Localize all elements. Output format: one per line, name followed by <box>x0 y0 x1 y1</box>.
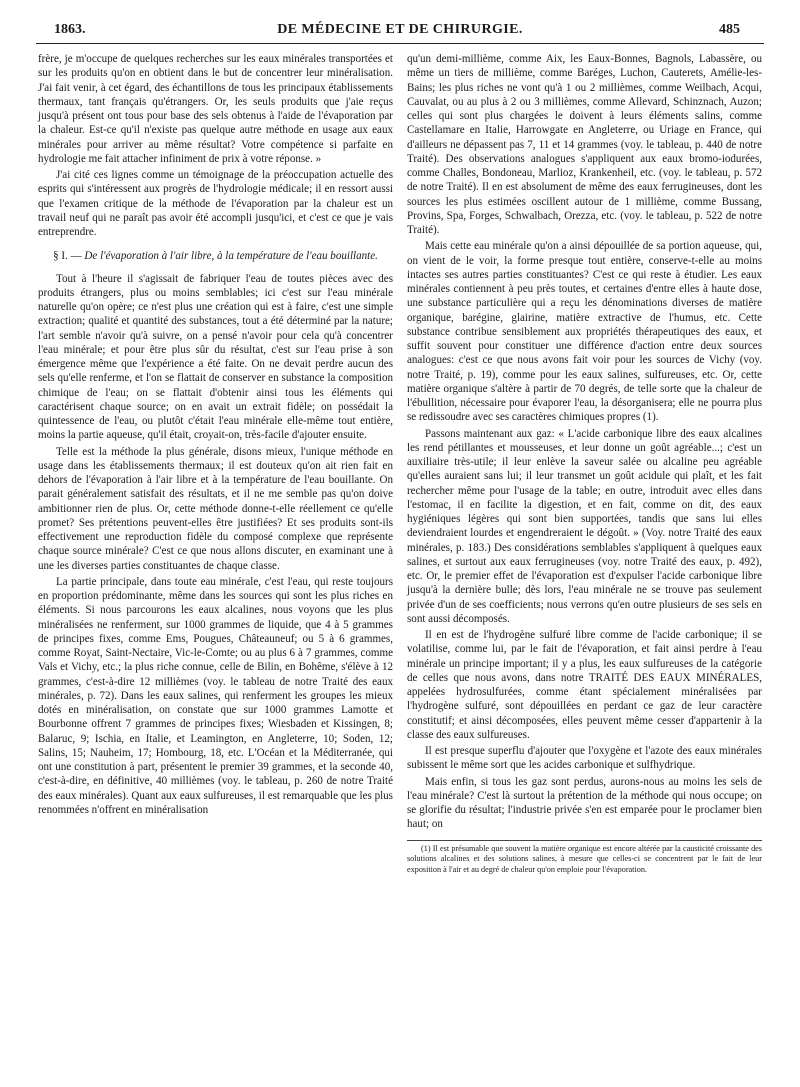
paragraph: Telle est la méthode la plus générale, disons mieux, l'unique méthode en usage dans les établissements thermaux; il est douteux qu'on ait rien fait en dehors de l'évaporation à l'air libre et à la température de l'eau bouillante. On parait généralement satisfait des résultats, et il ne me semble pas qu'on doive ambitionner rien de plus. Or, cette méthode donne-t-elle réellement ce qu'elle promet? Ses prétentions peuvent-elles être justifiées? Et ses produits sont-ils effectivement une reproduction fidèle du composé complexe que représente chaque source minérale? C'est ce que nous allons discuter, en examinant une à une les diverses parties constituantes de chaque classe. <box>38 445 393 572</box>
right-column <box>407 52 762 875</box>
journal-title: DE MÉDECINE ET DE CHIRURGIE. <box>277 22 523 37</box>
section-heading <box>46 249 385 263</box>
footnote <box>407 840 762 876</box>
header-rule <box>36 43 764 44</box>
paragraph: Il en est de l'hydrogène sulfuré libre comme de l'acide carbonique; il se volatilise, comme lui, par le fait de l'évaporation, et fait ainsi perdre à l'eau minérale un principe important; il y a plus, les eaux sulfureuses de la catégorie de celles que nous avons, dans notre TRAITÉ DES EAUX MINÉRALES, appelées hydrosulfurées, comme étant spécialement minéralisées par l'hydrogène sulfuré, sont dépouillées en perdant ce gaz de leur caractère constitutif; et ainsi décomposées, elles peuvent même cesser d'appartenir à la classe des eaux sulfureuses. <box>407 629 762 741</box>
header-year: 1863. <box>54 22 86 37</box>
left-column <box>38 52 393 817</box>
running-header <box>36 20 764 42</box>
page-number: 485 <box>719 22 740 37</box>
paragraph: Passons maintenant aux gaz: « L'acide carbonique libre des eaux alcalines les rend pétillantes et mousseuses, et leur donne un goût agréable...; c'est un auxiliaire très-utile; il leur enlève la saveur salée ou alcaline peu agréable qu'elles auraient sans lui; il leur transmet un goût acidule qui plaît, et les fait rechercher même pour l'usage de la table; en outre, introduit avec elles dans l'estomac, il en facilite la digestion, et en fait, comme on dit, des eaux hygiéniques légères qui sont bien supportées, tandis que sans lui elles deviendraient lourdes et engendreraient le dégoût. » (Voy. notre Traité des eaux minérales, p. 183.) Des considérations semblables s'appliquent à quelques eaux salines, et surtout aux eaux ferrugineuses (voy. notre Traité des eaux, p. 492), etc. Or, le premier effet de l'évaporation est d'expulser l'acide carbonique libre jusqu'à la dernière bulle; dès lors, l'eau minérale ne se trouve pas seulement privée d'un de ses coefficients; nous verrons qu'en outre plusieurs de ses sels en sont aussi décomposés. <box>407 427 762 625</box>
paragraph: Mais cette eau minérale qu'on a ainsi dépouillée de sa portion aqueuse, qui, on vient de le voir, la forme presque tout entière, conserve-t-elle au moins intactes ses autres parties constituantes? C'est ce qui reste à étudier. Les eaux minérales contiennent à peu près toutes, et certaines d'entre elles à haute dose, une substance particulière qui a reçu les dénominations diverses de matière organique, barégine, glairine, matière extractive de l'humus, etc. Cette substance contribue sensiblement aux propriétés thérapeutiques des eaux, et suffit souvent pour constituer une différence d'action entre deux sources analogues: c'est ce que nous avons fait voir pour les sources de Vichy (voy. notre Traité, p. 19), comme pour les eaux salines, sulfureuses, etc. Or, cette matière organique s'altère à partir de 70 degrés, de telle sorte que la chaleur de l'ébullition, nécessaire pour évaporer l'eau, la désorganisera; elle ne pourra plus se redissoudre avec ses caractères chimiques propres (1). <box>407 240 762 424</box>
paragraph: Il est presque superflu d'ajouter que l'oxygène et l'azote des eaux minérales subissent le même sort que les acides carbonique et sulfhydrique. <box>407 745 762 772</box>
section-number: § I. — <box>53 250 82 263</box>
paragraph: J'ai cité ces lignes comme un témoignage de la préoccupation actuelle des esprits qui s'intéressent aux progrès de l'hydrologie médicale; il en ressort aussi que l'examen critique de la méthode de l'évaporation par la chaleur est un travail neuf qui ne paraît pas avoir été accompli jusqu'ici, et c'est ce que je vais entreprendre. <box>38 169 393 238</box>
paragraph: frère, je m'occupe de quelques recherches sur les eaux minérales transportées et sur les produits qu'on en obtient dans le but de concentrer leur minéralisation. J'ai fait venir, à cet égard, des échantillons de tous les principaux établissements thermaux, tant français qu'étrangers. Or, les seuls produits que j'aie reçus jusqu'à présent ont tous pour base des sels obtenus à l'aide de l'évaporation par la chaleur. Est-ce qu'il n'existe pas quelque autre méthode en usage aux eaux minérales pour arriver au même résultat? Votre compétence si parfaite en hydrologie me fait attacher infiniment de prix à votre réponse. » <box>38 53 393 165</box>
paragraph: Tout à l'heure il s'agissait de fabriquer l'eau de toutes pièces avec des produits étrangers, plus ou moins semblables; ici c'est sur l'eau minérale naturelle qu'on opère; ce n'est plus une création qui est à faire, c'est une simple extraction; qualité et quantité des substances, tout a été déterminé par la nature; l'art semble n'avoir qu'à suivre, on a pensé n'avoir pour cela qu'à concentrer l'eau minérale; et pour être plus sûr du résultat, c'est sur l'eau prise à son émergence même que l'expérience a été faite. On ne devait perdre aucun des sels qu'elle renferme, et l'on se flattait de conserver en substance la composition chimique de l'eau; on se flattait d'obtenir ainsi tous les éléments qui caractérisent chaque source; on en avait un extrait fidèle; on possédait la quintessence de l'eau, ou plutôt c'était l'eau minérale elle-même tout entière, moins la partie aqueuse, qu'il était, croyait-on, très-facile d'ajouter ensuite. <box>38 272 393 442</box>
paragraph: qu'un demi-millième, comme Aix, les Eaux-Bonnes, Bagnols, Labassère, ou même un tiers de millième, comme Baréges, Luchon, Cauterets, Amélie-les-Bains; les plus riches ne vont qu'à 1 ou 2 millièmes, comme Weilbach, Acqui, Cauvalat, ou au plus à 2 ou 3 millièmes, comme Allevard, Schinznach, Auzon; celles qui sont plus chargées le doivent à leurs éléments salins, comme Castellamare en Italie, Harrowgate en Angleterre, ou Uriage en France, qui d'ailleurs ne dépassent pas 7, 11 et 14 grammes (voy. le tableau, p. 440 de notre Traité). Des observations analogues s'appliquent aux eaux bromo-iodurées, comme Challes, Bondoneau, Marlioz, Krankenheil, etc. (voy. le tableau, p. 572 de notre Traité). Il en est absolument de même des eaux ferrugineuses, dont les sources les plus estimées oscillent autour de 1 millième, comme Bussang, Provins, Spa, Forges, Schwalbach, Orezza, etc. (voy. le tableau, p. 522 de notre Traité). <box>407 53 762 236</box>
section-title: De l'évaporation à l'air libre, à la température de l'eau bouillante. <box>84 250 378 263</box>
paragraph: Mais enfin, si tous les gaz sont perdus, aurons-nous au moins les sels de l'eau minérale? C'est là surtout la prétention de la méthode qui nous occupe; on se glorifie du résultat; l'industrie privée s'en est emparée pour le proclamer bien haut; on <box>407 775 762 831</box>
footnote-text: (1) Il est présumable que souvent la matière organique est encore altérée par la causticité croissante des solutions alcalines et des solutions salines, à mesure que celles-ci se concentrent par le fait de leur exposition à l'air et au degré de chaleur qu'on emploie pour l'évaporation. <box>407 843 762 874</box>
paragraph: La partie principale, dans toute eau minérale, c'est l'eau, qui reste toujours en proportion prédominante, même dans les sources qui sont les plus riches en éléments. Si nous parcourons les eaux alcalines, nous voyons que les plus minéralisées ne renferment, sur 1000 grammes de liquide, que 4 à 5 grammes de principes fixes, comme Ems, Pougues, Châteauneuf; ou 5 à 6 grammes, comme Royat, Saint-Nectaire, Vic-le-Comte; ou au plus 6 à 7 grammes, comme Vals et Vichy, etc.; la plus riche connue, celle de Bilin, en Bohême, s'élève à 12 grammes, c'est-à-dire 12 millièmes (voy. le tableau de notre Traité des eaux minérales, p. 72). Dans les eaux salines, qui renferment les groupes les mieux dotés en minéralisation, on constate que sur 1000 grammes Lamotte et Bourbonne offrent 7 grammes de principes fixes; Wiesbaden et Kissingen, 8; Balaruc, 9; Ischia, en Italie, et Leamington, en Angleterre, 10; Soden, 12; Salins, 15; Nauheim, 17; Hombourg, 18, etc. L'Océan et la Méditerranée, qui ont une constitution à part, présentent le premier 39 grammes, et la seconde 40, c'est-à-dire, en définitive, 40 millièmes (voy. le tableau, p. 260 de notre Traité des eaux minérales). Quant aux eaux sulfureuses, il est remarquable que les plus renommées n'offrent en minéralisation <box>38 575 393 816</box>
